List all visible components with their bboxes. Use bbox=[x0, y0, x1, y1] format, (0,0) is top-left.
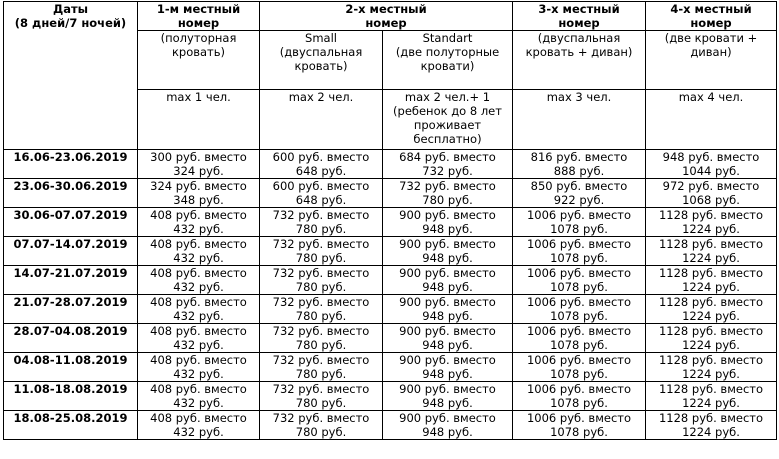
triple-price: 1006 руб. вместо 1078 руб. bbox=[513, 324, 646, 353]
triple-price: 1006 руб. вместо 1078 руб. bbox=[513, 266, 646, 295]
quad-price: 1128 руб. вместо 1224 руб. bbox=[646, 353, 777, 382]
small-price: 600 руб. вместо 648 руб. bbox=[260, 179, 383, 208]
single-price: 408 руб. вместо 432 руб. bbox=[138, 324, 260, 353]
quad-price: 1128 руб. вместо 1224 руб. bbox=[646, 208, 777, 237]
small-price: 732 руб. вместо 780 руб. bbox=[260, 324, 383, 353]
quad-price: 1128 руб. вместо 1224 руб. bbox=[646, 411, 777, 440]
table-row bbox=[4, 150, 777, 179]
table-row bbox=[4, 208, 777, 237]
row-dates: 28.07-04.08.2019 bbox=[4, 324, 138, 353]
standart-price: 900 руб. вместо 948 руб. bbox=[383, 324, 513, 353]
row-dates: 07.07-14.07.2019 bbox=[4, 237, 138, 266]
small-price: 732 руб. вместо 780 руб. bbox=[260, 237, 383, 266]
standart-price: 900 руб. вместо 948 руб. bbox=[383, 266, 513, 295]
quad-bed-type: (две кровати + диван) bbox=[646, 31, 777, 90]
single-price: 408 руб. вместо 432 руб. bbox=[138, 266, 260, 295]
triple-price: 1006 руб. вместо 1078 руб. bbox=[513, 295, 646, 324]
quad-price: 1128 руб. вместо 1224 руб. bbox=[646, 266, 777, 295]
table-row bbox=[4, 324, 777, 353]
quad-price: 1128 руб. вместо 1224 руб. bbox=[646, 382, 777, 411]
standart-price: 900 руб. вместо 948 руб. bbox=[383, 353, 513, 382]
single-price: 408 руб. вместо 432 руб. bbox=[138, 382, 260, 411]
triple-bed-type: (двуспальная кровать + диван) bbox=[513, 31, 646, 90]
row-dates: 23.06-30.06.2019 bbox=[4, 179, 138, 208]
single-price: 324 руб. вместо 348 руб. bbox=[138, 179, 260, 208]
row-dates: 14.07-21.07.2019 bbox=[4, 266, 138, 295]
table-row bbox=[4, 179, 777, 208]
quad-price: 1128 руб. вместо 1224 руб. bbox=[646, 295, 777, 324]
triple-price: 1006 руб. вместо 1078 руб. bbox=[513, 411, 646, 440]
single-price: 300 руб. вместо 324 руб. bbox=[138, 150, 260, 179]
triple-price: 816 руб. вместо 888 руб. bbox=[513, 150, 646, 179]
standart-price: 900 руб. вместо 948 руб. bbox=[383, 411, 513, 440]
small-price: 732 руб. вместо 780 руб. bbox=[260, 411, 383, 440]
triple-price: 1006 руб. вместо 1078 руб. bbox=[513, 208, 646, 237]
small-price: 732 руб. вместо 780 руб. bbox=[260, 353, 383, 382]
small-price: 732 руб. вместо 780 руб. bbox=[260, 295, 383, 324]
dates-header: Даты (8 дней/7 ночей) bbox=[4, 2, 138, 150]
price-table bbox=[3, 1, 777, 440]
row-dates: 16.06-23.06.2019 bbox=[4, 150, 138, 179]
row-dates: 04.08-11.08.2019 bbox=[4, 353, 138, 382]
double-room-header: 2-х местный номер bbox=[260, 2, 513, 31]
small-price: 732 руб. вместо 780 руб. bbox=[260, 266, 383, 295]
single-price: 408 руб. вместо 432 руб. bbox=[138, 411, 260, 440]
small-price: 732 руб. вместо 780 руб. bbox=[260, 382, 383, 411]
table-row bbox=[4, 382, 777, 411]
quad-price: 972 руб. вместо 1068 руб. bbox=[646, 179, 777, 208]
row-dates: 18.08-25.08.2019 bbox=[4, 411, 138, 440]
small-capacity: max 2 чел. bbox=[260, 90, 383, 150]
standart-capacity: max 2 чел.+ 1 (ребенок до 8 лет проживает бесплатно) bbox=[383, 90, 513, 150]
triple-price: 1006 руб. вместо 1078 руб. bbox=[513, 237, 646, 266]
triple-capacity: max 3 чел. bbox=[513, 90, 646, 150]
standart-price: 900 руб. вместо 948 руб. bbox=[383, 237, 513, 266]
quad-room-header: 4-х местный номер bbox=[646, 2, 777, 31]
row-dates: 11.08-18.08.2019 bbox=[4, 382, 138, 411]
quad-price: 1128 руб. вместо 1224 руб. bbox=[646, 324, 777, 353]
single-price: 408 руб. вместо 432 руб. bbox=[138, 208, 260, 237]
single-price: 408 руб. вместо 432 руб. bbox=[138, 237, 260, 266]
standart-price: 684 руб. вместо 732 руб. bbox=[383, 150, 513, 179]
triple-price: 1006 руб. вместо 1078 руб. bbox=[513, 353, 646, 382]
table-row bbox=[4, 237, 777, 266]
small-price: 600 руб. вместо 648 руб. bbox=[260, 150, 383, 179]
triple-price: 850 руб. вместо 922 руб. bbox=[513, 179, 646, 208]
standart-price: 900 руб. вместо 948 руб. bbox=[383, 208, 513, 237]
triple-room-header: 3-х местный номер bbox=[513, 2, 646, 31]
standart-bed-type: Standart (две полуторные кровати) bbox=[383, 31, 513, 90]
single-price: 408 руб. вместо 432 руб. bbox=[138, 353, 260, 382]
triple-price: 1006 руб. вместо 1078 руб. bbox=[513, 382, 646, 411]
standart-price: 900 руб. вместо 948 руб. bbox=[383, 382, 513, 411]
table-row bbox=[4, 295, 777, 324]
table-row bbox=[4, 411, 777, 440]
row-dates: 30.06-07.07.2019 bbox=[4, 208, 138, 237]
small-price: 732 руб. вместо 780 руб. bbox=[260, 208, 383, 237]
table-row bbox=[4, 266, 777, 295]
single-price: 408 руб. вместо 432 руб. bbox=[138, 295, 260, 324]
quad-capacity: max 4 чел. bbox=[646, 90, 777, 150]
quad-price: 1128 руб. вместо 1224 руб. bbox=[646, 237, 777, 266]
row-dates: 21.07-28.07.2019 bbox=[4, 295, 138, 324]
small-bed-type: Small (двуспальная кровать) bbox=[260, 31, 383, 90]
single-bed-type: (полуторная кровать) bbox=[138, 31, 260, 90]
single-capacity: max 1 чел. bbox=[138, 90, 260, 150]
standart-price: 732 руб. вместо 780 руб. bbox=[383, 179, 513, 208]
standart-price: 900 руб. вместо 948 руб. bbox=[383, 295, 513, 324]
header-row bbox=[4, 2, 777, 31]
quad-price: 948 руб. вместо 1044 руб. bbox=[646, 150, 777, 179]
table-row bbox=[4, 353, 777, 382]
single-room-header: 1-м местный номер bbox=[138, 2, 260, 31]
